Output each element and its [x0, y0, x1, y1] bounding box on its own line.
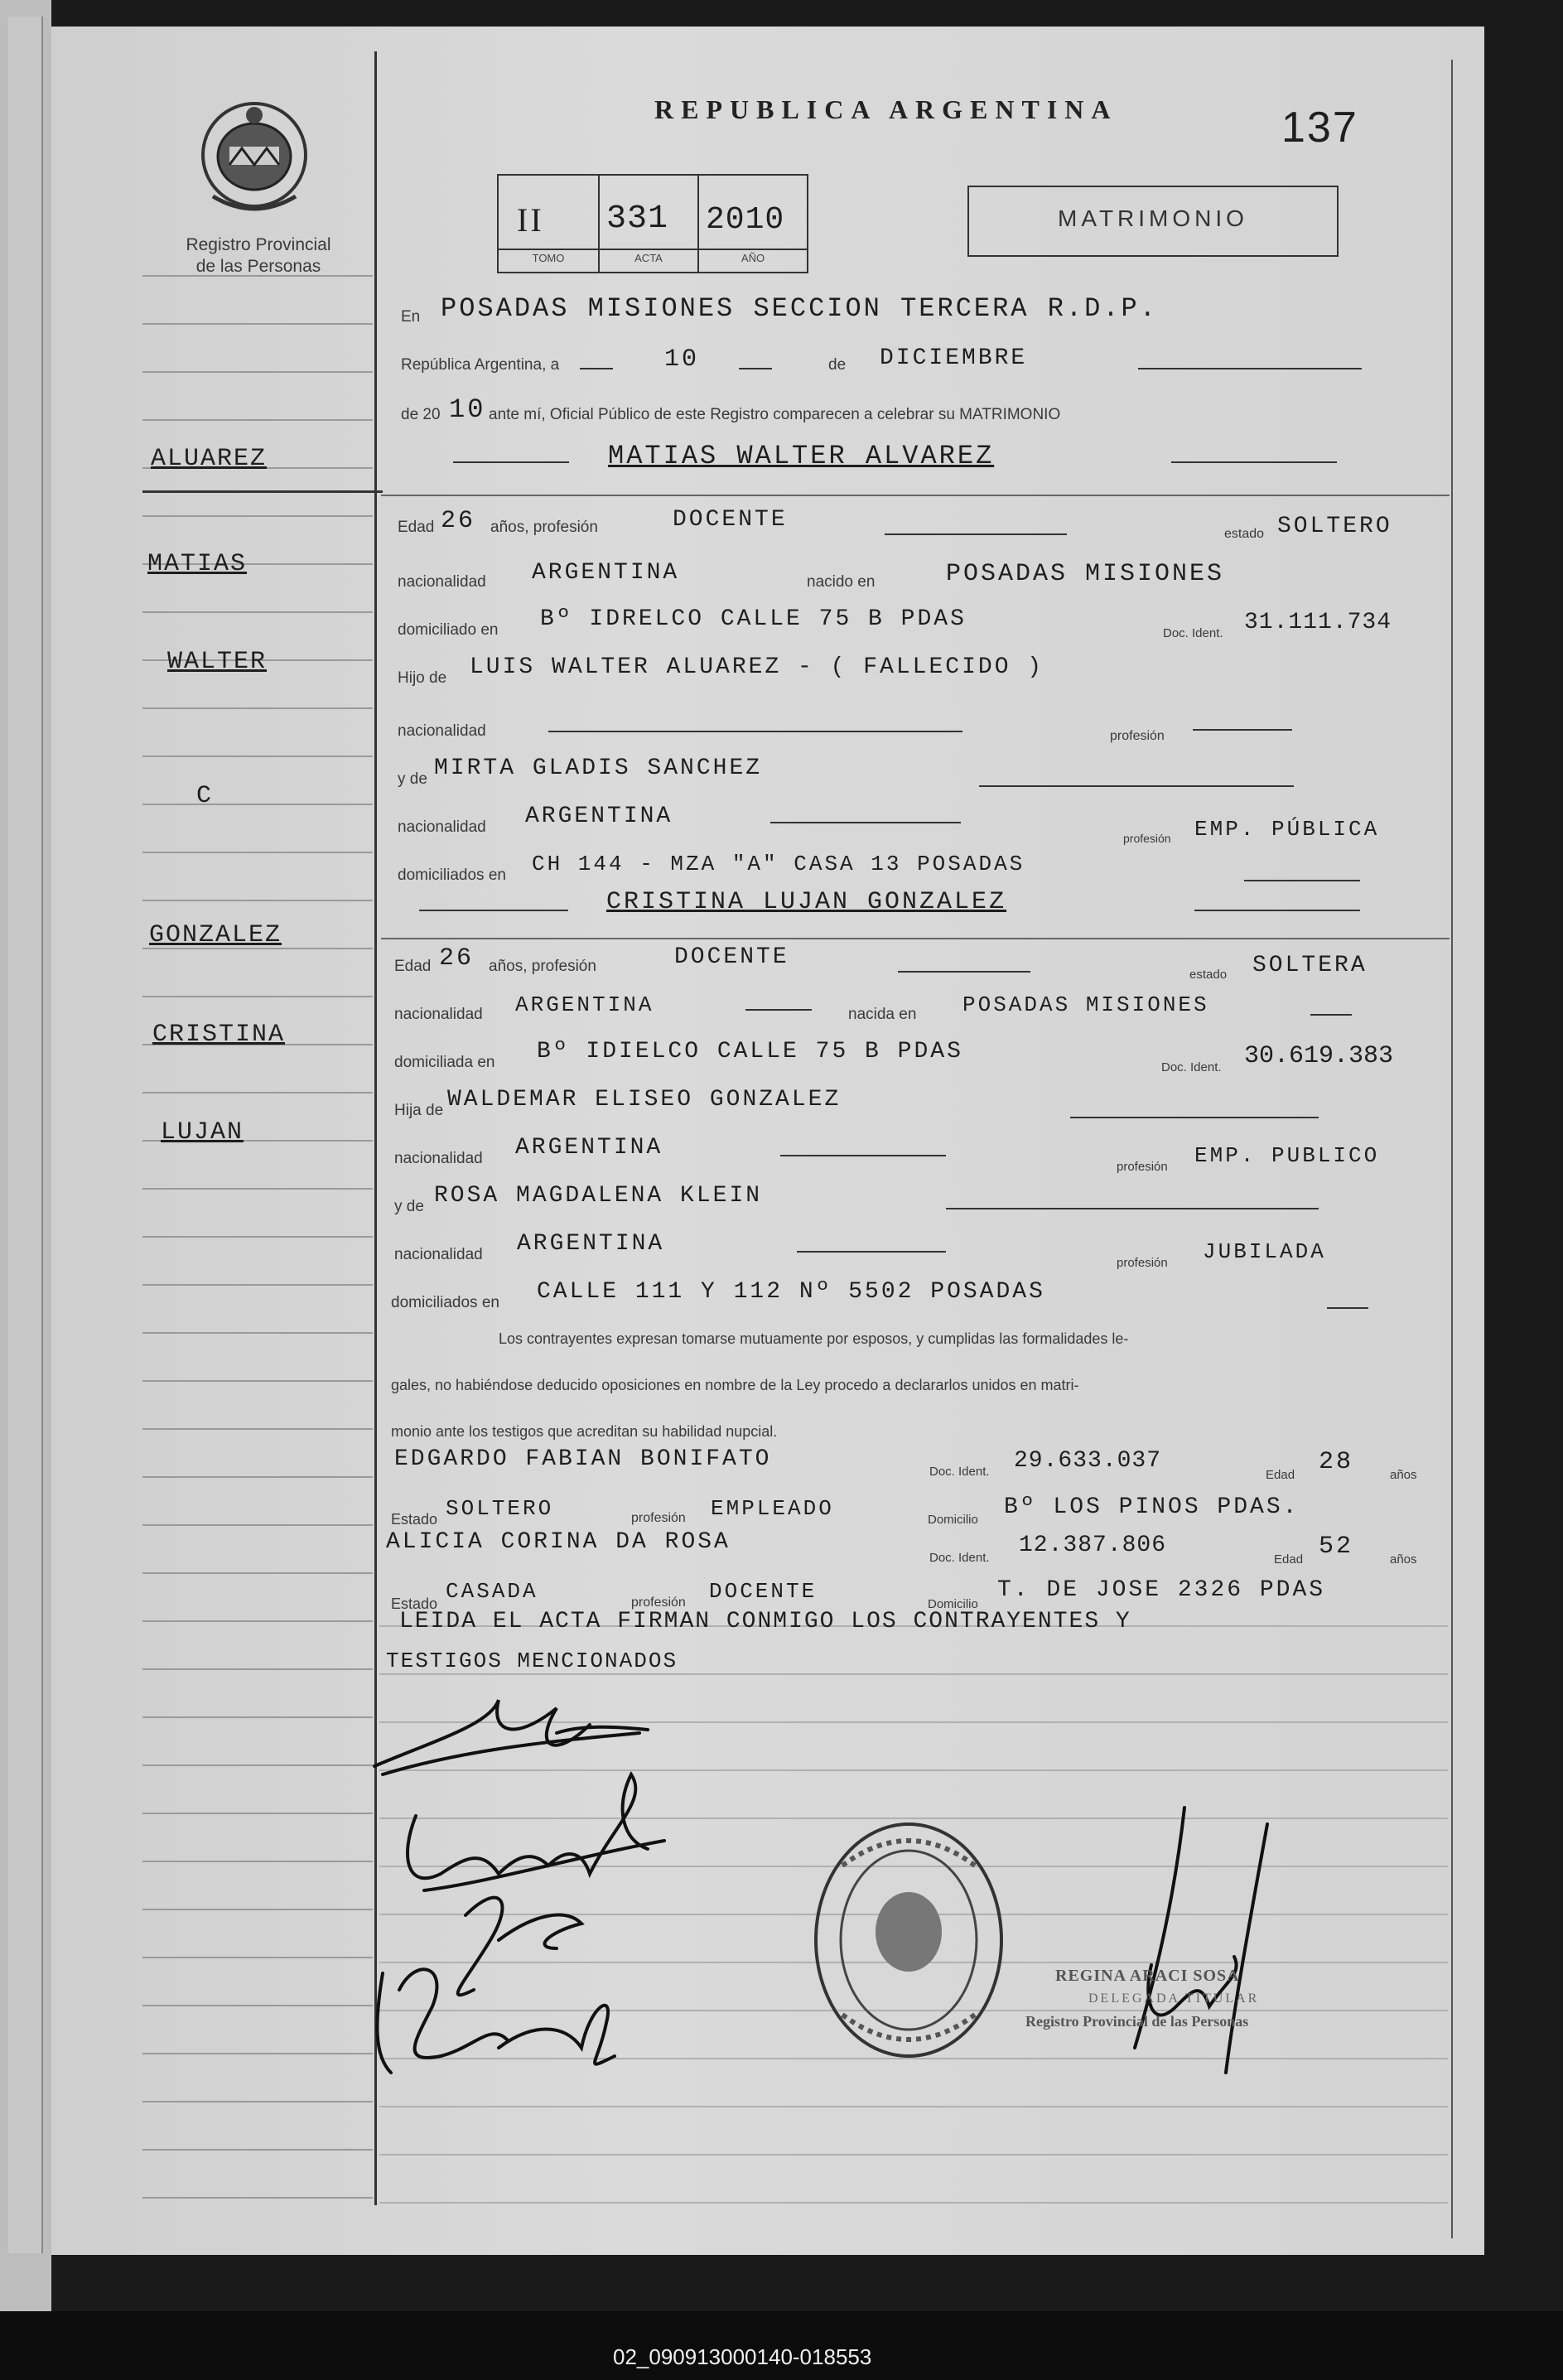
bride-yde-label: y de: [394, 1198, 424, 1215]
margin-rule: [142, 996, 373, 997]
witness-1-doc: 29.633.037: [1014, 1448, 1162, 1474]
official-seal-icon: [809, 1816, 1008, 2064]
margin-name-groom-1: MATIAS: [147, 550, 248, 578]
groom-nacido-label: nacido en: [807, 573, 876, 591]
margin-name-bride-2: LUJAN: [161, 1118, 244, 1147]
bride-parents-address: CALLE 111 Y 112 Nº 5502 POSADAS: [537, 1279, 1045, 1305]
margin-rule: [142, 1716, 373, 1718]
witness-2-anios-label: años: [1390, 1552, 1417, 1567]
groom-dom-label: domiciliado en: [398, 621, 499, 639]
groom-father-prof-label: profesión: [1110, 729, 1165, 743]
witness-2-prof-label: profesión: [631, 1596, 686, 1610]
bride-nat-label: nacionalidad: [394, 1006, 483, 1023]
closing-line-2: TESTIGOS MENCIONADOS: [386, 1649, 678, 1673]
groom-civil-status: SOLTERO: [1277, 514, 1392, 539]
bride-doc-number: 30.619.383: [1244, 1042, 1394, 1070]
margin-rule: [142, 1764, 373, 1766]
margin-rule: [142, 515, 373, 517]
groom-hijo-label: Hijo de: [398, 669, 447, 687]
book-binding-edge: [8, 17, 43, 2253]
bride-birthplace: POSADAS MISIONES: [962, 992, 1209, 1017]
margin-rule: [142, 2101, 373, 2102]
margin-initial: C: [196, 782, 214, 810]
witness-1-profession: EMPLEADO: [711, 1496, 834, 1521]
officer-signature-icon: [1102, 1799, 1300, 2098]
registry-name-line2: de las Personas: [195, 257, 321, 276]
witness-1-name: EDGARDO FABIAN BONIFATO: [394, 1446, 772, 1472]
groom-prof-label: años, profesión: [490, 519, 598, 536]
margin-rule: [142, 1861, 373, 1862]
margin-rule: [142, 2197, 373, 2199]
bride-profession: DOCENTE: [674, 944, 789, 970]
margin-rule: [142, 323, 373, 325]
margin-rule: [142, 852, 373, 853]
witness-1-civil-status: SOLTERO: [446, 1496, 554, 1521]
registry-name-line1: Registro Provincial: [186, 235, 331, 254]
witness-2-edad-label: Edad: [1274, 1552, 1304, 1567]
intro-clause: ante mí, Oficial Público de este Registro comparecen a celebrar su MATRIMONIO: [489, 406, 1061, 423]
witness-1-estado-label: Estado: [391, 1511, 438, 1528]
officer-name: REGINA ARACI SOSA: [1055, 1967, 1240, 1985]
groom-mother-nat-label: nacionalidad: [398, 818, 486, 836]
provincial-emblem-icon: [196, 97, 312, 213]
margin-rule: [142, 2053, 373, 2054]
bride-mother-nationality: ARGENTINA: [517, 1231, 665, 1257]
margin-rule: [142, 1092, 373, 1093]
bride-civil-status: SOLTERA: [1252, 953, 1368, 978]
legal-text-line1: Los contrayentes expresan tomarse mutuamente por esposos, y cumplidas las formalidades le-: [499, 1330, 1129, 1347]
witness-1-prof-label: profesión: [631, 1511, 686, 1525]
margin-rule: [142, 1572, 373, 1574]
signatures-icon: [366, 1675, 863, 2139]
witness-2-doc-label: Doc. Ident.: [929, 1551, 990, 1565]
witness-2-doc: 12.387.806: [1019, 1533, 1167, 1558]
closing-line-1: LEIDA EL ACTA FIRMAN CONMIGO LOS CONTRAYENTES Y: [399, 1609, 1131, 1634]
witness-2-profession: DOCENTE: [709, 1579, 818, 1604]
en-label: En: [401, 308, 421, 326]
bride-father-nationality: ARGENTINA: [515, 1135, 663, 1161]
acta-label: ACTA: [634, 252, 663, 264]
margin-rule: [142, 1188, 373, 1190]
officer-entity: Registro Provincial de las Personas: [1025, 2013, 1249, 2030]
document-id: 02_090913000140-018553: [613, 2344, 872, 2369]
margin-rule: [142, 1380, 373, 1382]
witness-2-age: 52: [1319, 1533, 1354, 1561]
legal-text-line3: monio ante los testigos que acreditan su habilidad nupcial.: [391, 1423, 778, 1440]
act-month: DICIEMBRE: [880, 345, 1028, 371]
groom-nat-label: nacionalidad: [398, 573, 486, 591]
groom-estado-label: estado: [1224, 527, 1265, 541]
bride-nacida-label: nacida en: [848, 1006, 917, 1023]
groom-edad-label: Edad: [398, 519, 435, 536]
republica-label: República Argentina, a: [401, 356, 560, 374]
margin-rule: [142, 1909, 373, 1910]
groom-birthplace: POSADAS MISIONES: [946, 560, 1225, 588]
groom-nationality: ARGENTINA: [532, 560, 680, 586]
year-prefix: de 20: [401, 406, 441, 423]
margin-rule: [142, 1620, 373, 1622]
margin-name-groom-2: WALTER: [167, 648, 268, 676]
bride-father-name: WALDEMAR ELISEO GONZALEZ: [447, 1087, 842, 1113]
groom-doc-number: 31.111.734: [1244, 610, 1392, 635]
margin-rule: [142, 2005, 373, 2006]
anio-label: AÑO: [740, 252, 765, 264]
margin-rule: [142, 2149, 373, 2151]
act-place: POSADAS MISIONES SECCION TERCERA R.D.P.: [441, 293, 1158, 324]
margin-surname-bride: GONZALEZ: [149, 921, 282, 949]
groom-mother-name: MIRTA GLADIS SANCHEZ: [434, 756, 763, 781]
margin-rule: [142, 1428, 373, 1430]
margin-rule: [142, 1668, 373, 1670]
margin-rule: [142, 1813, 373, 1814]
groom-full-name: MATIAS WALTER ALVAREZ: [608, 441, 995, 471]
bride-father-nat-label: nacionalidad: [394, 1150, 483, 1167]
witness-1-doc-label: Doc. Ident.: [929, 1465, 990, 1479]
bride-mother-profession: JUBILADA: [1203, 1239, 1326, 1264]
groom-parents-dom-label: domiciliados en: [398, 867, 506, 884]
body-rule: [379, 2202, 1448, 2204]
groom-age: 26: [441, 507, 476, 535]
witness-1-address: Bº LOS PINOS PDAS.: [1004, 1494, 1300, 1520]
act-reference-box: [497, 174, 808, 273]
anio-value: 2010: [706, 202, 785, 238]
bride-prof-label: años, profesión: [489, 958, 596, 975]
margin-rule: [142, 707, 373, 709]
act-type-label: MATRIMONIO: [1058, 205, 1248, 231]
margin-rule: [142, 371, 373, 373]
year-suffix: 10: [449, 394, 486, 425]
bride-full-name: CRISTINA LUJAN GONZALEZ: [606, 888, 1007, 916]
legal-text-line2: gales, no habiéndose deducido oposiciones en nombre de la Ley procedo a declararlos unidos en matri-: [391, 1377, 1079, 1393]
witness-2-estado-label: Estado: [391, 1596, 438, 1612]
witness-1-age: 28: [1319, 1448, 1354, 1476]
groom-mother-profession: EMP. PÚBLICA: [1194, 817, 1380, 842]
margin-rule: [142, 1524, 373, 1526]
bride-edad-label: Edad: [394, 958, 432, 975]
body-rule: [379, 2154, 1448, 2156]
margin-rule: [142, 1236, 373, 1238]
groom-address: Bº IDRELCO CALLE 75 B PDAS: [540, 606, 967, 632]
bride-nationality: ARGENTINA: [515, 992, 654, 1017]
tomo-label: TOMO: [532, 252, 565, 264]
bride-address: Bº IDIELCO CALLE 75 B PDAS: [537, 1039, 963, 1064]
bride-doc-label: Doc. Ident.: [1161, 1060, 1222, 1074]
margin-surname-groom: ALUAREZ: [151, 445, 268, 473]
act-type-box: [967, 186, 1339, 257]
margin-rule: [142, 804, 373, 805]
margin-rule: [142, 419, 373, 421]
margin-rule: [142, 756, 373, 757]
groom-parents-address: CH 144 - MZA "A" CASA 13 POSADAS: [532, 852, 1025, 876]
de-label: de: [828, 356, 847, 374]
bride-hija-label: Hija de: [394, 1102, 444, 1119]
acta-value: 331: [606, 200, 669, 238]
groom-father-nat-label: nacionalidad: [398, 722, 486, 740]
right-edge-line: [1451, 60, 1453, 2238]
groom-mother-prof-label: profesión: [1123, 832, 1171, 845]
bride-mother-prof-label: profesión: [1117, 1256, 1168, 1270]
margin-rule: [142, 900, 373, 901]
bride-dom-label: domiciliada en: [394, 1054, 495, 1071]
witness-1-edad-label: Edad: [1266, 1468, 1295, 1482]
groom-doc-label: Doc. Ident.: [1163, 626, 1223, 640]
bride-mother-name: ROSA MAGDALENA KLEIN: [434, 1183, 763, 1209]
margin-rule: [142, 611, 373, 613]
act-day: 10: [664, 345, 700, 374]
groom-mother-nationality: ARGENTINA: [525, 804, 673, 829]
groom-profession: DOCENTE: [673, 507, 788, 533]
groom-father-name: LUIS WALTER ALUAREZ - ( FALLECIDO ): [470, 654, 1044, 680]
officer-title: DELEGADA TITULAR: [1088, 1991, 1260, 2006]
bride-father-profession: EMP. PUBLICO: [1194, 1143, 1380, 1168]
margin-rule: [142, 1957, 373, 1958]
bride-parents-dom-label: domiciliados en: [391, 1294, 499, 1311]
margin-rule: [142, 1332, 373, 1334]
groom-yde-label: y de: [398, 770, 427, 788]
country-heading: REPUBLICA ARGENTINA: [654, 94, 1118, 124]
page-number: 137: [1281, 104, 1358, 152]
bride-age: 26: [439, 944, 475, 973]
witness-1-anios-label: años: [1390, 1468, 1417, 1482]
witness-1-dom-label: Domicilio: [928, 1513, 978, 1527]
margin-name-bride-1: CRISTINA: [152, 1021, 286, 1049]
margin-rule: [142, 1476, 373, 1478]
witness-2-address: T. DE JOSE 2326 PDAS: [997, 1577, 1326, 1603]
witness-2-name: ALICIA CORINA DA ROSA: [386, 1529, 731, 1555]
register-page: [51, 27, 1484, 2255]
witness-2-civil-status: CASADA: [446, 1579, 538, 1604]
bride-mother-nat-label: nacionalidad: [394, 1246, 483, 1263]
tomo-value: II: [517, 201, 544, 239]
witness-2-dom-label: Domicilio: [928, 1597, 978, 1611]
margin-rule: [142, 1284, 373, 1286]
margin-underline: [142, 490, 383, 493]
bride-father-prof-label: profesión: [1117, 1160, 1168, 1174]
bride-estado-label: estado: [1189, 968, 1228, 982]
